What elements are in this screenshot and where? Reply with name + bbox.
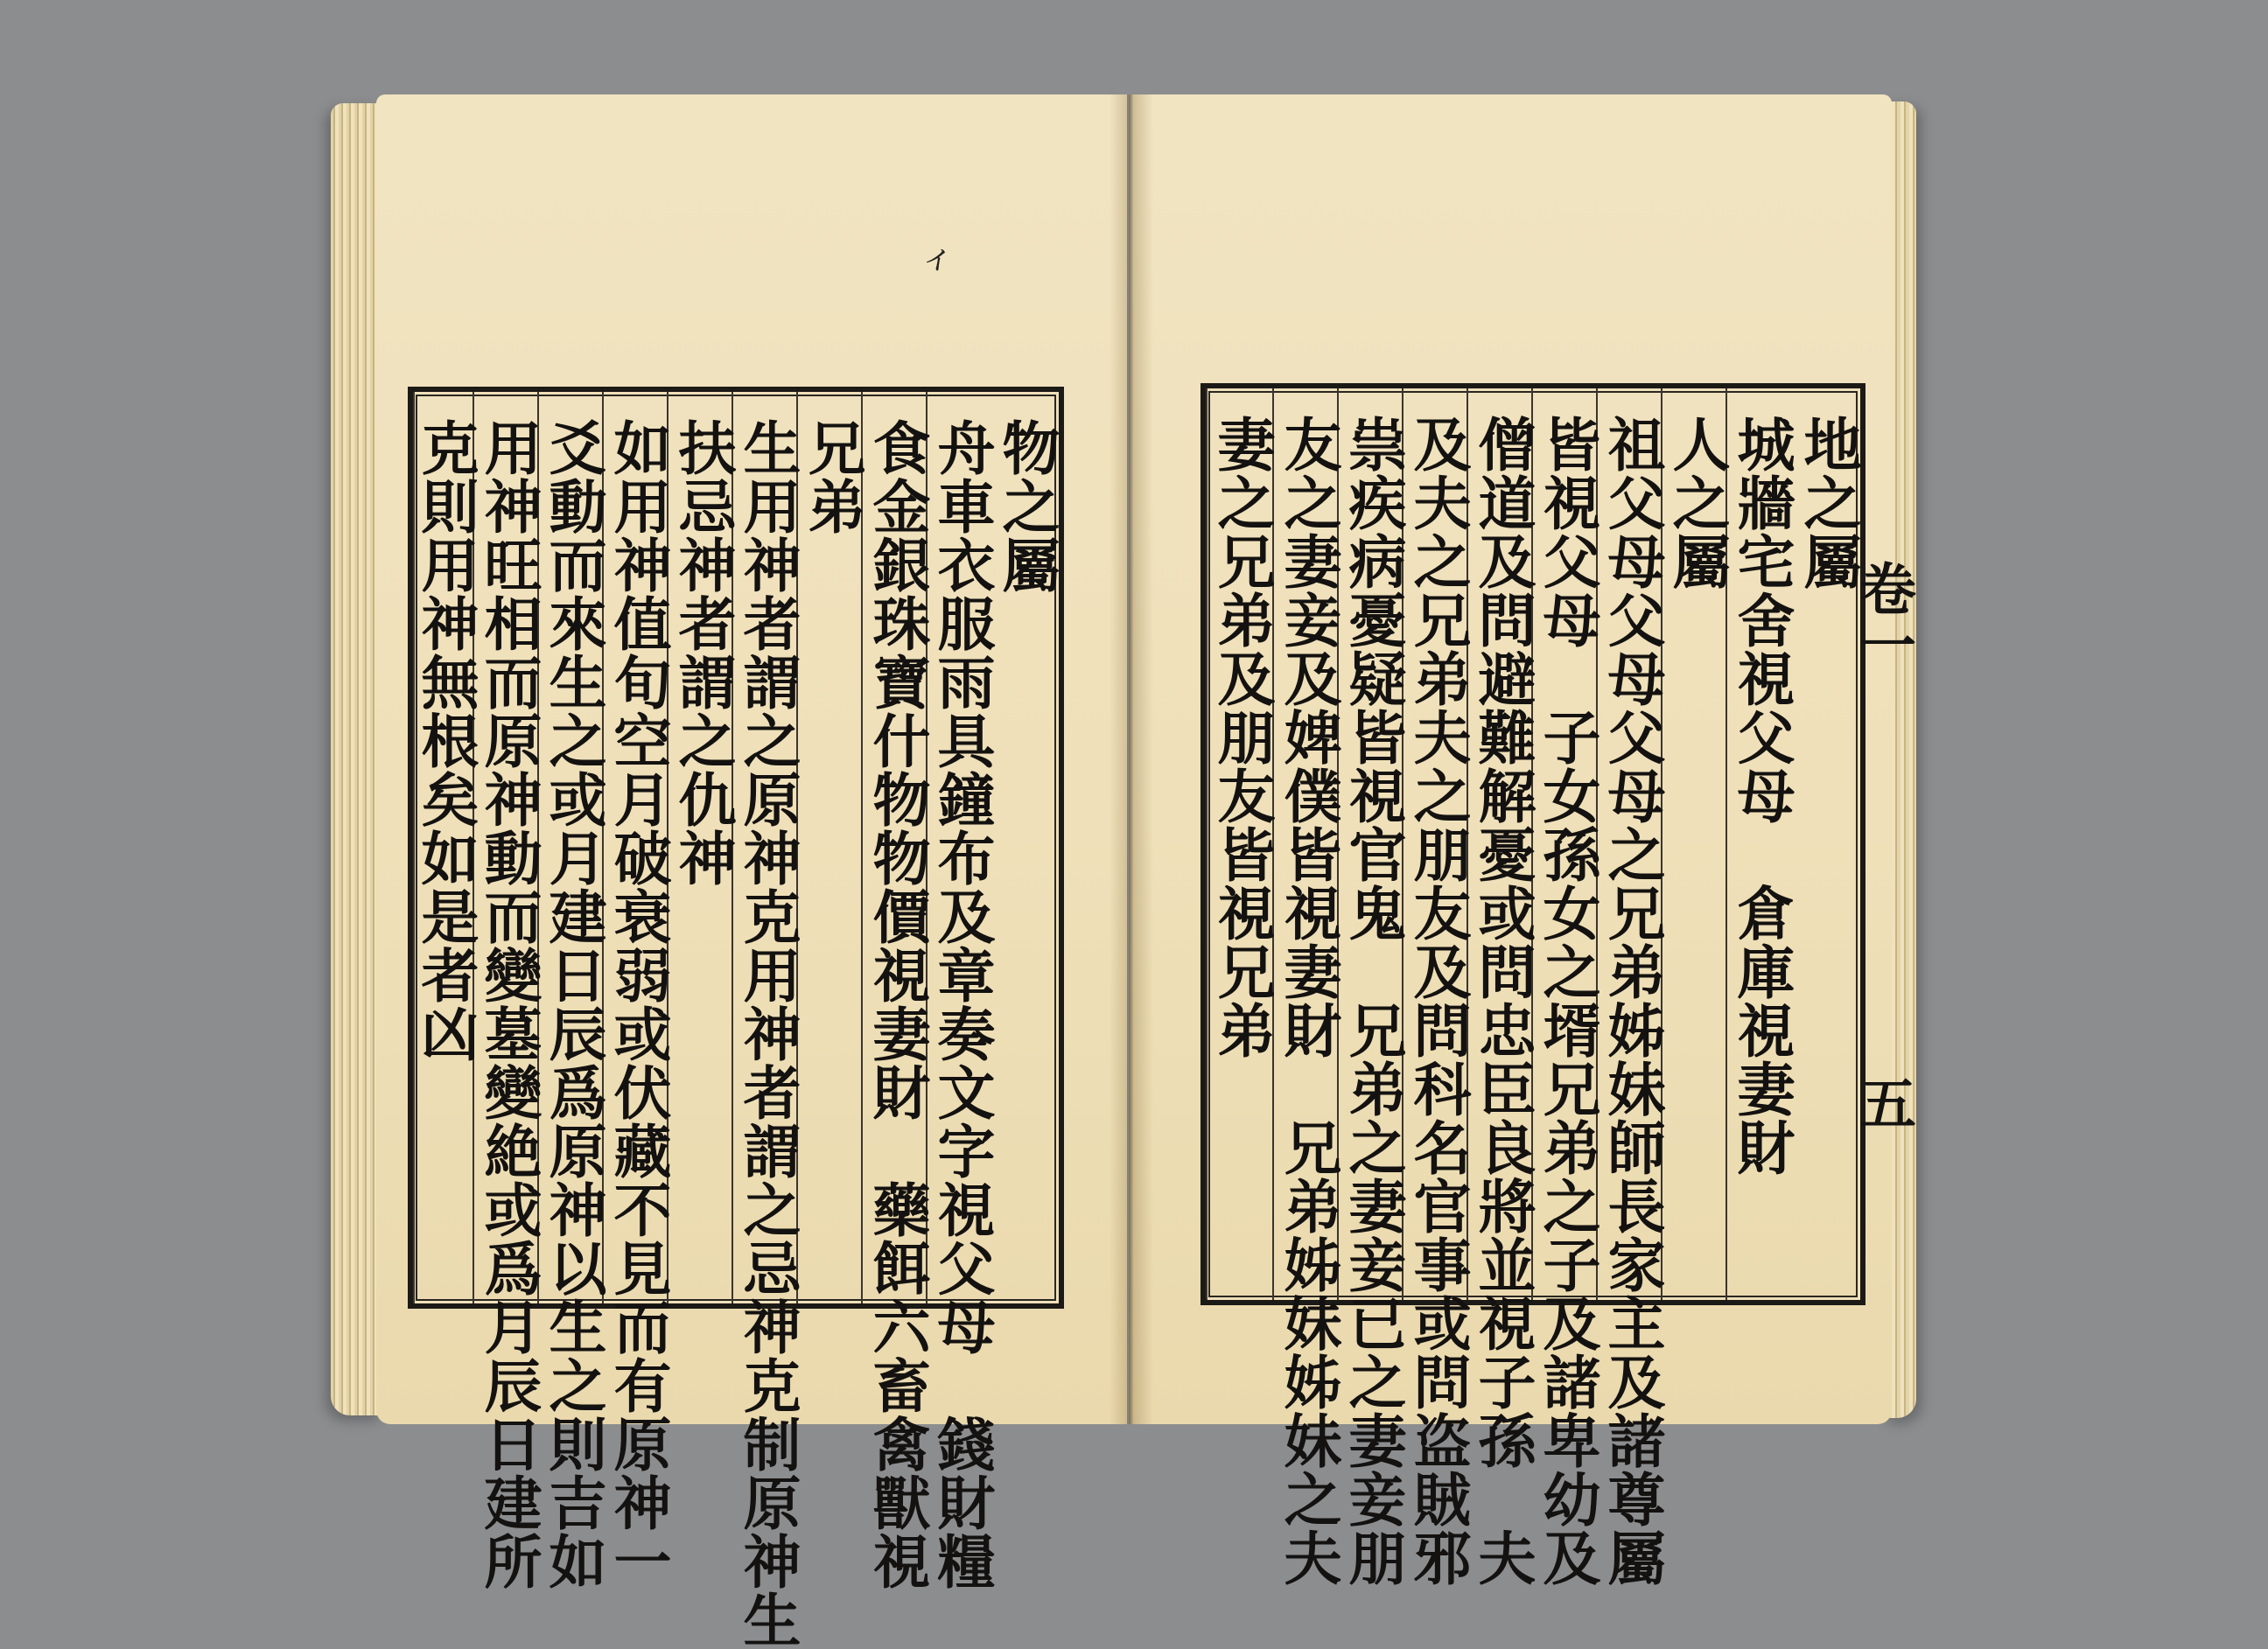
text-line: 如用神值旬空月破衰弱或伏藏不見而有原神一	[604, 418, 672, 1590]
folio-number: 五	[1851, 1074, 1916, 1130]
text-line: 城牆宅舍視父母 倉庫視妻財	[1727, 415, 1796, 1177]
text-column	[1272, 388, 1342, 1587]
text-line: 兄弟	[798, 418, 866, 535]
text-line: 食金銀珠寶什物物價視妻財 藥餌六畜禽獸視	[863, 418, 931, 1590]
section-heading: 人之屬	[1662, 415, 1731, 590]
text-line: 用神旺相而原神動而變墓變絶或爲月辰日建所	[474, 418, 542, 1590]
book-gutter	[1110, 94, 1153, 1424]
text-column	[1792, 388, 1860, 1300]
text-column	[861, 392, 931, 1590]
text-line: 友之妻妾及婢僕皆視妻財 兄弟姊妹姊妹之夫	[1274, 415, 1342, 1587]
right-text-frame	[1200, 383, 1866, 1587]
left-text-frame	[408, 387, 1064, 1649]
section-heading: 地之屬	[1794, 415, 1862, 590]
text-line: 祟疾病憂疑皆視官鬼 兄弟之妻妾已之妻妾朋	[1339, 415, 1407, 1587]
text-column	[602, 392, 672, 1590]
text-column	[990, 392, 1059, 1303]
text-line: 扶忌神者謂之仇神	[668, 418, 737, 887]
text-column	[472, 392, 542, 1590]
text-column	[667, 392, 737, 1303]
ink-mark: ィ	[917, 234, 958, 280]
text-column	[732, 392, 802, 1649]
text-column	[1661, 388, 1731, 1300]
text-line: 皆視父母 子女孫女之壻兄弟之子及諸卑幼及	[1533, 415, 1601, 1587]
text-line: 生用神者謂之原神克用神者謂之忌神克制原神生	[733, 418, 802, 1649]
text-column	[1402, 388, 1472, 1587]
text-column	[1206, 388, 1274, 1300]
text-line: 克則用神無根矣如是者凶	[411, 418, 480, 1063]
text-column	[537, 392, 607, 1590]
section-heading: 物之屬	[992, 418, 1060, 594]
text-column	[1726, 388, 1794, 1300]
text-column	[796, 392, 866, 1303]
text-column	[1337, 388, 1407, 1587]
left-page-edges	[331, 103, 383, 1415]
text-column	[411, 392, 480, 1303]
text-column	[926, 392, 996, 1590]
folio-section: 卷一	[1851, 560, 1916, 672]
text-column	[1466, 388, 1536, 1587]
text-column	[1531, 388, 1601, 1587]
text-line: 及夫之兄弟夫之朋友及問科名官事或問盗賊邪	[1404, 415, 1472, 1587]
text-line: 舟車衣服雨具鐘布及章奏文字視父母 錢財糧	[928, 418, 996, 1590]
text-line: 爻動而來生之或月建日辰爲原神以生之則吉如	[539, 418, 607, 1590]
text-line: 祖父母父母父母之兄弟姊妹師長家主及諸尊屬	[1598, 415, 1666, 1587]
text-column	[1596, 388, 1666, 1587]
text-line: 妻之兄弟及朋友皆視兄弟	[1208, 415, 1276, 1059]
text-line: 僧道及問避難解憂或問忠臣良將並視子孫 夫	[1468, 415, 1536, 1587]
